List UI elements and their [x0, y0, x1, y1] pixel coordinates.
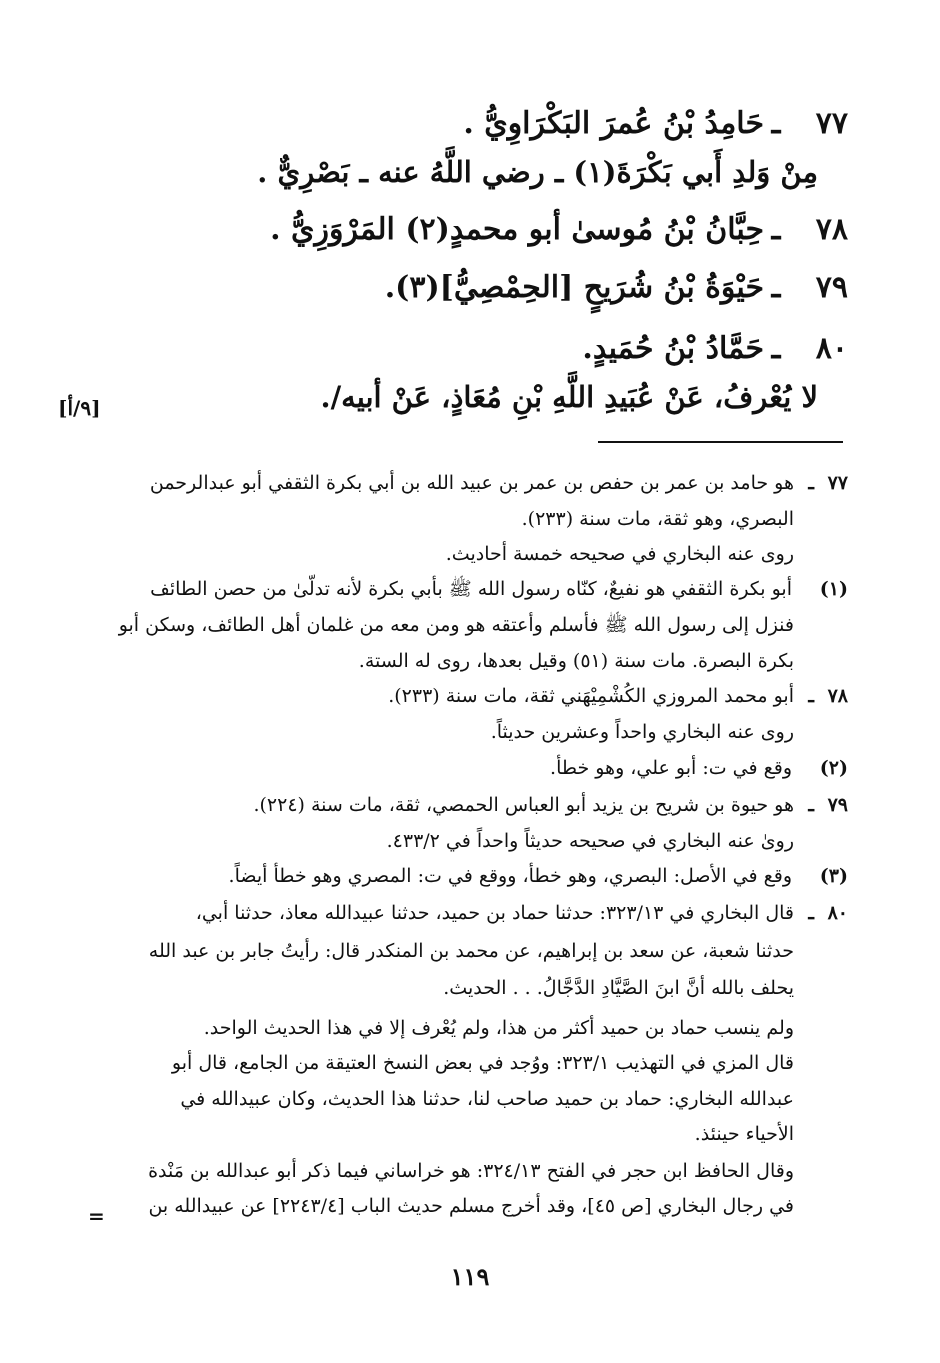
entry-dash: ـ: [771, 106, 781, 141]
footnote-text: روىٰ عنه البخاري في صحيحه حديثاً واحداً في ٤٣٣/٢.: [386, 830, 794, 852]
footnote-text: حدثنا شعبة، عن سعد بن إبراهيم، عن محمد بن المنكدر قال: رأيتُ جابر بن عبد الله: [148, 940, 794, 962]
footnote-line: [88, 1118, 794, 1150]
footnote-text: هو حيوة بن شريح بن يزيد أبو العباس الحمصي، ثقة، مات سنة (٢٢٤).: [253, 794, 794, 816]
footnote-marker: (١): [819, 578, 848, 600]
entry-dash: ـ: [771, 212, 781, 247]
footnote-line: [88, 935, 794, 967]
main-line: [88, 329, 848, 369]
footnote-line: [88, 503, 794, 535]
footnote-text: روى عنه البخاري في صحيحه خمسة أحاديث.: [445, 543, 794, 565]
footnote-text: البصري، وهو ثقة، مات سنة (٢٣٣).: [521, 508, 794, 530]
footnote-line: [88, 716, 794, 748]
entry-dash: ـ: [771, 331, 781, 366]
footnote-line: [88, 609, 794, 641]
entry-number: ٧٩: [815, 270, 848, 305]
footnote-entry-number: ٧٧: [827, 472, 848, 494]
footnote-line: [88, 972, 794, 1004]
main-line: [88, 268, 848, 308]
footnote-line: [88, 1012, 794, 1044]
entry-number: ٧٨: [815, 212, 848, 247]
footnote-text: ولم ينسب حماد بن حميد أكثر من هذا، ولم يُعْرف إلا في هذا الحديث الواحد.: [203, 1017, 794, 1039]
footnote-text: وقع في ت: أبو علي، وهو خطأ.: [550, 757, 792, 779]
footnote-entry-number: ٧٩: [827, 794, 848, 816]
entry-dash: ـ: [771, 270, 781, 305]
footnote-entry-number: ٨٠: [827, 902, 848, 924]
footnote-text: أبو بكرة الثقفي هو نفيعٌ، كنّاه رسول الله ﷺ بأبي بكرة لأنه تدلّىٰ من حصن الطائف: [150, 578, 792, 600]
continuation-mark: =: [88, 1204, 105, 1228]
footnote-line: [88, 789, 848, 821]
footnote-text: بكرة البصرة. مات سنة (٥١) وقيل بعدها، روى له الستة.: [358, 650, 794, 672]
footnote-line: [88, 1190, 794, 1222]
main-line-text: حَمَّادُ بْنُ حُمَيدٍ.: [582, 331, 764, 366]
main-line-text: لا يُعْرفُ، عَنْ عُبَيدِ اللَّهِ بْنِ مُعَاذٍ، عَنْ أبيه/.: [320, 380, 818, 414]
footnote-line: [88, 538, 794, 570]
footnote-dash: ـ: [808, 472, 814, 494]
footnote-text: في رجال البخاري [ص ٤٥]، وقد أخرج مسلم حديث الباب [٢٢٤٣/٤] عن عبيدالله بن: [148, 1195, 794, 1217]
footnote-line: [88, 752, 848, 784]
footnote-text: وقع في الأصل: البصري، وهو خطأ، ووقع في ت: المصري وهو خطأ أيضاً.: [228, 865, 792, 887]
footnote-dash: ـ: [808, 902, 814, 924]
main-line: [88, 210, 848, 250]
footnote-text: قال البخاري في ٣٢٣/١٣: حدثنا حماد بن حميد، حدثنا عبيدالله معاذ، حدثنا أبي،: [195, 902, 794, 924]
footnote-line: [88, 897, 848, 929]
entry-number: ٧٧: [815, 106, 848, 141]
footnote-text: عبدالله البخاري: حماد بن حميد صاحب لنا، حدثنا هذا الحديث، وكان عبيدالله في: [180, 1088, 794, 1110]
footnote-text: روى عنه البخاري واحداً وعشرين حديثاً.: [490, 721, 794, 743]
footnote-text: فنزل إلى رسول الله ﷺ فأسلم وأعتقه هو ومن معه من غلمان أهل الطائف، وسكن أبو: [118, 614, 794, 636]
footnote-text: وقال الحافظ ابن حجر في الفتح ٣٢٤/١٣: هو خراساني فيما ذكر أبو عبدالله بن مَنْدة: [148, 1160, 794, 1182]
footnote-line: [88, 467, 848, 499]
footnote-line: [88, 1155, 794, 1187]
entry-number: ٨٠: [815, 331, 848, 366]
footnote-entry-number: ٧٨: [827, 685, 848, 707]
footnote-text: قال المزي في التهذيب ٣٢٣/١: ووُجد في بعض النسخ العتيقة من الجامع، قال أبو: [171, 1052, 794, 1074]
footnote-marker: (٣): [819, 865, 848, 887]
footnote-text: هو حامد بن عمر بن حفص بن عمر بن عبيد الله بن أبي بكرة الثقفي أبو عبدالرحمن: [149, 472, 794, 494]
footnote-line: [88, 860, 848, 892]
page-number: ١١٩: [450, 1262, 490, 1291]
footnote-marker: (٢): [819, 757, 848, 779]
footnote-line: [88, 573, 848, 605]
main-line: [58, 152, 818, 192]
footnote-dash: ـ: [808, 794, 814, 816]
main-line-text: حِبَّانُ بْنُ مُوسىٰ أبو محمدٍ(٢) المَرْوَزِيُّ .: [270, 212, 764, 247]
manuscript-folio-marker: [٩/أ]: [58, 396, 101, 420]
footnote-separator: [598, 441, 843, 443]
footnote-text: الأحياء حينئذ.: [694, 1123, 794, 1145]
main-line-text: مِنْ وَلدِ أَبي بَكْرَةَ(١) ـ رضي اللَّهُ عنه ـ بَصْرِيٌّ .: [257, 155, 818, 189]
footnote-text: يحلف بالله أنَّ ابنَ الصَّيَّادِ الدَّجَّالُ. . . الحديث.: [443, 977, 794, 999]
footnote-line: [88, 680, 848, 712]
main-line-text: حَيْوَةُ بْنُ شُرَيحٍ [الحِمْصِيُّ](٣).: [384, 270, 764, 305]
footnote-line: [88, 1083, 794, 1115]
footnote-dash: ـ: [808, 685, 814, 707]
footnote-line: [88, 645, 794, 677]
main-line: [88, 104, 848, 144]
main-line: [58, 377, 818, 417]
footnote-line: [88, 825, 794, 857]
footnote-text: أبو محمد المروزي الكُشْمِيْهَني ثقة، مات سنة (٢٣٣).: [388, 685, 794, 707]
footnote-line: [88, 1047, 794, 1079]
main-line-text: حَامِدُ بْنُ عُمرَ البَكْرَاوِيُّ .: [463, 106, 764, 141]
